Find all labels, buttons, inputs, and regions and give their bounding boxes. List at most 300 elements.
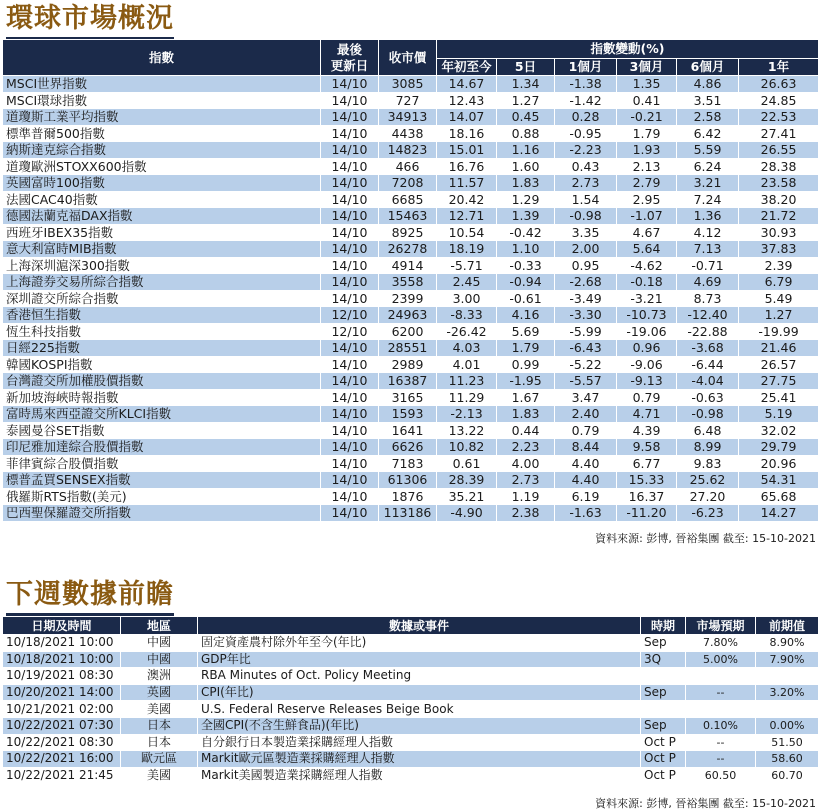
close-price: 4438 (379, 125, 437, 142)
event-region: 美國 (121, 767, 198, 784)
change-5d: 1.29 (497, 191, 555, 208)
header-1m: 1個月 (555, 59, 617, 76)
close-price: 113186 (379, 505, 437, 522)
last-update: 14/10 (321, 241, 379, 258)
event-datetime: 10/19/2021 08:30 (3, 668, 121, 685)
header-last-update: 最後 更新日 (321, 40, 379, 76)
close-price: 4914 (379, 257, 437, 274)
index-name: 恆生科技指數 (3, 323, 321, 340)
last-update: 14/10 (321, 373, 379, 390)
table-row (3, 340, 819, 357)
table-row (3, 422, 819, 439)
change-1y: 25.41 (739, 389, 819, 406)
last-update: 14/10 (321, 191, 379, 208)
close-price: 466 (379, 158, 437, 175)
event-datetime: 10/21/2021 02:00 (3, 701, 121, 718)
change-6m: 4.86 (677, 76, 739, 93)
index-name: 韓國KOSPI指數 (3, 356, 321, 373)
index-name: 新加坡海峽時報指數 (3, 389, 321, 406)
last-update: 14/10 (321, 208, 379, 225)
table-row (3, 767, 819, 784)
last-update: 14/10 (321, 389, 379, 406)
change-3m: -1.07 (617, 208, 677, 225)
table-row (3, 307, 819, 324)
markets-table-body (3, 76, 819, 522)
change-3m: -3.21 (617, 290, 677, 307)
change-1m: -3.30 (555, 307, 617, 324)
last-update: 14/10 (321, 257, 379, 274)
change-5d: 0.45 (497, 109, 555, 126)
event-name: Markit歐元區製造業採購經理人指數 (198, 751, 641, 768)
change-1m: -0.98 (555, 208, 617, 225)
header-index: 指數 (3, 40, 321, 76)
last-update: 14/10 (321, 406, 379, 423)
table-row (3, 651, 819, 668)
header-5d: 5日 (497, 59, 555, 76)
change-1y: 2.39 (739, 257, 819, 274)
table-row (3, 439, 819, 456)
event-period: Sep (641, 717, 686, 734)
change-6m: 6.24 (677, 158, 739, 175)
table-row (3, 389, 819, 406)
event-previous (756, 668, 819, 685)
change-1m: 4.40 (555, 455, 617, 472)
table-row (3, 241, 819, 258)
close-price: 8925 (379, 224, 437, 241)
index-name: 日經225指數 (3, 340, 321, 357)
change-6m: 4.12 (677, 224, 739, 241)
close-price: 7183 (379, 455, 437, 472)
change-6m: 8.99 (677, 439, 739, 456)
calendar-table-body (3, 635, 819, 784)
event-region: 日本 (121, 734, 198, 751)
change-1y: 24.85 (739, 92, 819, 109)
close-price: 2989 (379, 356, 437, 373)
header-3m: 3個月 (617, 59, 677, 76)
index-name: MSCI環球指數 (3, 92, 321, 109)
event-region: 英國 (121, 684, 198, 701)
change-ytd: 13.22 (437, 422, 497, 439)
change-5d: 1.34 (497, 76, 555, 93)
change-1m: -1.63 (555, 505, 617, 522)
change-1m: 3.47 (555, 389, 617, 406)
last-update: 14/10 (321, 92, 379, 109)
change-5d: 2.73 (497, 472, 555, 489)
change-1m: -2.23 (555, 142, 617, 159)
close-price: 34913 (379, 109, 437, 126)
last-update: 14/10 (321, 488, 379, 505)
event-name: 固定資產農村除外年至今(年比) (198, 635, 641, 652)
change-ytd: 14.67 (437, 76, 497, 93)
last-update: 14/10 (321, 290, 379, 307)
change-1m: -6.43 (555, 340, 617, 357)
change-1m: -1.38 (555, 76, 617, 93)
event-previous: 51.50 (756, 734, 819, 751)
change-1m: 0.43 (555, 158, 617, 175)
event-forecast: -- (686, 684, 756, 701)
change-5d: -0.42 (497, 224, 555, 241)
header-event: 數據或事件 (198, 617, 641, 635)
change-6m: -12.40 (677, 307, 739, 324)
change-6m: 27.20 (677, 488, 739, 505)
index-name: 上海證券交易所綜合指數 (3, 274, 321, 291)
change-ytd: -5.71 (437, 257, 497, 274)
event-forecast: -- (686, 751, 756, 768)
change-3m: 0.79 (617, 389, 677, 406)
markets-source-note: 資料來源: 彭博, 晉裕集團 截至: 15-10-2021 (595, 532, 816, 545)
header-datetime: 日期及時間 (3, 617, 121, 635)
change-5d: 1.83 (497, 406, 555, 423)
event-forecast: 7.80% (686, 635, 756, 652)
change-1m: -2.68 (555, 274, 617, 291)
index-name: 台灣證交所加權股價指數 (3, 373, 321, 390)
change-5d: 1.60 (497, 158, 555, 175)
table-row (3, 717, 819, 734)
change-6m: -4.04 (677, 373, 739, 390)
change-6m: 7.13 (677, 241, 739, 258)
change-3m: 1.79 (617, 125, 677, 142)
change-5d: 1.10 (497, 241, 555, 258)
table-row (3, 406, 819, 423)
event-previous: 3.20% (756, 684, 819, 701)
markets-section-title: 環球市場概況 (6, 2, 174, 40)
change-1y: 14.27 (739, 505, 819, 522)
close-price: 3085 (379, 76, 437, 93)
change-6m: 6.48 (677, 422, 739, 439)
event-datetime: 10/20/2021 14:00 (3, 684, 121, 701)
change-ytd: 4.01 (437, 356, 497, 373)
index-name: 意大利富時MIB指數 (3, 241, 321, 258)
change-5d: 1.19 (497, 488, 555, 505)
event-region: 中國 (121, 635, 198, 652)
global-markets-table (2, 39, 819, 522)
table-row (3, 224, 819, 241)
change-3m: 4.67 (617, 224, 677, 241)
change-3m: 6.77 (617, 455, 677, 472)
table-row (3, 92, 819, 109)
event-forecast: -- (686, 734, 756, 751)
close-price: 6685 (379, 191, 437, 208)
change-5d: -0.61 (497, 290, 555, 307)
change-3m: 2.95 (617, 191, 677, 208)
change-1m: 2.73 (555, 175, 617, 192)
change-1y: -19.99 (739, 323, 819, 340)
table-row (3, 488, 819, 505)
table-row (3, 373, 819, 390)
change-ytd: 18.16 (437, 125, 497, 142)
header-forecast: 市場預期 (686, 617, 756, 635)
table-row (3, 751, 819, 768)
event-previous (756, 701, 819, 718)
change-1m: 4.40 (555, 472, 617, 489)
table-row (3, 635, 819, 652)
event-period: Sep (641, 635, 686, 652)
last-update: 14/10 (321, 76, 379, 93)
table-row (3, 109, 819, 126)
table-row (3, 274, 819, 291)
change-ytd: 12.43 (437, 92, 497, 109)
change-6m: 2.58 (677, 109, 739, 126)
last-update: 14/10 (321, 472, 379, 489)
change-5d: 1.27 (497, 92, 555, 109)
index-name: 印尼雅加達綜合股價指數 (3, 439, 321, 456)
change-ytd: 28.39 (437, 472, 497, 489)
change-ytd: 20.42 (437, 191, 497, 208)
change-ytd: 14.07 (437, 109, 497, 126)
change-6m: 8.73 (677, 290, 739, 307)
change-ytd: 11.29 (437, 389, 497, 406)
index-name: 西班牙IBEX35指數 (3, 224, 321, 241)
change-5d: 1.83 (497, 175, 555, 192)
last-update: 14/10 (321, 175, 379, 192)
change-5d: -0.33 (497, 257, 555, 274)
event-period: 3Q (641, 651, 686, 668)
last-update: 12/10 (321, 307, 379, 324)
change-6m: 3.51 (677, 92, 739, 109)
change-1m: 2.00 (555, 241, 617, 258)
event-datetime: 10/22/2021 21:45 (3, 767, 121, 784)
close-price: 7208 (379, 175, 437, 192)
change-6m: -0.71 (677, 257, 739, 274)
header-change-group: 指數變動(%) (437, 40, 819, 59)
event-datetime: 10/18/2021 10:00 (3, 635, 121, 652)
header-6m: 6個月 (677, 59, 739, 76)
change-3m: -9.13 (617, 373, 677, 390)
event-forecast (686, 668, 756, 685)
change-5d: -0.94 (497, 274, 555, 291)
table-row (3, 158, 819, 175)
close-price: 16387 (379, 373, 437, 390)
event-forecast: 0.10% (686, 717, 756, 734)
change-6m: -6.44 (677, 356, 739, 373)
change-1y: 26.63 (739, 76, 819, 93)
close-price: 14823 (379, 142, 437, 159)
event-period: Sep (641, 684, 686, 701)
change-6m: -0.63 (677, 389, 739, 406)
change-1m: 1.54 (555, 191, 617, 208)
change-6m: 6.42 (677, 125, 739, 142)
close-price: 3558 (379, 274, 437, 291)
index-name: 道瓊斯工業平均指數 (3, 109, 321, 126)
event-name: CPI(年比) (198, 684, 641, 701)
table-row (3, 125, 819, 142)
table-row (3, 208, 819, 225)
change-1y: 21.72 (739, 208, 819, 225)
table-row (3, 290, 819, 307)
last-update: 14/10 (321, 142, 379, 159)
change-3m: 5.64 (617, 241, 677, 258)
index-name: 俄羅斯RTS指數(美元) (3, 488, 321, 505)
event-datetime: 10/22/2021 08:30 (3, 734, 121, 751)
change-3m: 15.33 (617, 472, 677, 489)
header-close: 收市價 (379, 40, 437, 76)
change-3m: 0.41 (617, 92, 677, 109)
close-price: 6626 (379, 439, 437, 456)
change-6m: 25.62 (677, 472, 739, 489)
last-update: 14/10 (321, 158, 379, 175)
calendar-source-note: 資料來源: 彭博, 晉裕集團 截至: 15-10-2021 (595, 797, 816, 810)
change-1y: 54.31 (739, 472, 819, 489)
header-region: 地區 (121, 617, 198, 635)
change-1y: 1.27 (739, 307, 819, 324)
event-period: Oct P (641, 751, 686, 768)
event-previous: 60.70 (756, 767, 819, 784)
change-5d: 4.16 (497, 307, 555, 324)
close-price: 1593 (379, 406, 437, 423)
change-1y: 21.46 (739, 340, 819, 357)
index-name: 納斯達克綜合指數 (3, 142, 321, 159)
change-5d: 2.23 (497, 439, 555, 456)
last-update: 14/10 (321, 439, 379, 456)
change-1y: 22.53 (739, 109, 819, 126)
change-1y: 37.83 (739, 241, 819, 258)
change-1m: 2.40 (555, 406, 617, 423)
change-5d: 1.16 (497, 142, 555, 159)
close-price: 1876 (379, 488, 437, 505)
change-ytd: 16.76 (437, 158, 497, 175)
table-row (3, 323, 819, 340)
index-name: 巴西聖保羅證交所指數 (3, 505, 321, 522)
last-update: 14/10 (321, 224, 379, 241)
last-update: 14/10 (321, 455, 379, 472)
change-1y: 26.57 (739, 356, 819, 373)
close-price: 26278 (379, 241, 437, 258)
change-3m: -0.21 (617, 109, 677, 126)
event-datetime: 10/22/2021 16:00 (3, 751, 121, 768)
change-1y: 6.79 (739, 274, 819, 291)
index-name: 道瓊歐洲STOXX600指數 (3, 158, 321, 175)
table-row (3, 701, 819, 718)
index-name: 標準普爾500指數 (3, 125, 321, 142)
change-6m: 5.59 (677, 142, 739, 159)
change-1y: 5.49 (739, 290, 819, 307)
change-1y: 65.68 (739, 488, 819, 505)
change-5d: 1.67 (497, 389, 555, 406)
event-name: Markit美國製造業採購經理人指數 (198, 767, 641, 784)
change-ytd: 11.57 (437, 175, 497, 192)
change-6m: -22.88 (677, 323, 739, 340)
index-name: 德國法蘭克福DAX指數 (3, 208, 321, 225)
change-ytd: -26.42 (437, 323, 497, 340)
index-name: 標普孟買SENSEX指數 (3, 472, 321, 489)
change-6m: 3.21 (677, 175, 739, 192)
event-datetime: 10/18/2021 10:00 (3, 651, 121, 668)
table-row (3, 142, 819, 159)
change-1m: 8.44 (555, 439, 617, 456)
event-period (641, 701, 686, 718)
close-price: 61306 (379, 472, 437, 489)
change-1m: 0.28 (555, 109, 617, 126)
event-region: 澳洲 (121, 668, 198, 685)
event-previous: 58.60 (756, 751, 819, 768)
change-ytd: 12.71 (437, 208, 497, 225)
change-3m: -4.62 (617, 257, 677, 274)
change-3m: -10.73 (617, 307, 677, 324)
event-previous: 0.00% (756, 717, 819, 734)
event-period: Oct P (641, 767, 686, 784)
table-row (3, 76, 819, 93)
change-3m: -0.18 (617, 274, 677, 291)
change-6m: -0.98 (677, 406, 739, 423)
change-1y: 26.55 (739, 142, 819, 159)
change-6m: 7.24 (677, 191, 739, 208)
event-period (641, 668, 686, 685)
close-price: 24963 (379, 307, 437, 324)
last-update: 14/10 (321, 505, 379, 522)
change-1y: 30.93 (739, 224, 819, 241)
index-name: 上海深圳滬深300指數 (3, 257, 321, 274)
change-3m: 2.13 (617, 158, 677, 175)
change-1y: 28.38 (739, 158, 819, 175)
change-1m: 6.19 (555, 488, 617, 505)
change-1y: 27.41 (739, 125, 819, 142)
change-ytd: -4.90 (437, 505, 497, 522)
event-forecast: 60.50 (686, 767, 756, 784)
change-5d: 1.39 (497, 208, 555, 225)
close-price: 727 (379, 92, 437, 109)
change-6m: -3.68 (677, 340, 739, 357)
event-name: 自分銀行日本製造業採購經理人指數 (198, 734, 641, 751)
event-datetime: 10/22/2021 07:30 (3, 717, 121, 734)
change-1m: -5.57 (555, 373, 617, 390)
header-previous: 前期值 (756, 617, 819, 635)
index-name: 菲律賓綜合股價指數 (3, 455, 321, 472)
change-3m: -9.06 (617, 356, 677, 373)
change-ytd: 3.00 (437, 290, 497, 307)
change-5d: 0.44 (497, 422, 555, 439)
close-price: 6200 (379, 323, 437, 340)
change-ytd: 4.03 (437, 340, 497, 357)
change-1y: 27.75 (739, 373, 819, 390)
change-ytd: 15.01 (437, 142, 497, 159)
event-previous: 8.90% (756, 635, 819, 652)
close-price: 28551 (379, 340, 437, 357)
change-3m: -19.06 (617, 323, 677, 340)
table-row (3, 668, 819, 685)
event-forecast: 5.00% (686, 651, 756, 668)
change-3m: 16.37 (617, 488, 677, 505)
change-1y: 29.79 (739, 439, 819, 456)
change-5d: 0.88 (497, 125, 555, 142)
change-1y: 32.02 (739, 422, 819, 439)
change-ytd: 35.21 (437, 488, 497, 505)
table-row (3, 505, 819, 522)
table-row (3, 257, 819, 274)
change-3m: 2.79 (617, 175, 677, 192)
table-row (3, 356, 819, 373)
change-3m: 1.93 (617, 142, 677, 159)
event-name: GDP年比 (198, 651, 641, 668)
close-price: 3165 (379, 389, 437, 406)
index-name: 富時馬來西亞證交所KLCI指數 (3, 406, 321, 423)
last-update: 14/10 (321, 125, 379, 142)
event-region: 日本 (121, 717, 198, 734)
change-5d: 2.38 (497, 505, 555, 522)
table-row (3, 472, 819, 489)
event-forecast (686, 701, 756, 718)
change-1m: -5.99 (555, 323, 617, 340)
index-name: 法國CAC40指數 (3, 191, 321, 208)
change-ytd: -8.33 (437, 307, 497, 324)
index-name: MSCI世界指數 (3, 76, 321, 93)
change-6m: 1.36 (677, 208, 739, 225)
close-price: 1641 (379, 422, 437, 439)
change-3m: 9.58 (617, 439, 677, 456)
change-6m: 4.69 (677, 274, 739, 291)
event-region: 中國 (121, 651, 198, 668)
change-1y: 23.58 (739, 175, 819, 192)
change-5d: 5.69 (497, 323, 555, 340)
